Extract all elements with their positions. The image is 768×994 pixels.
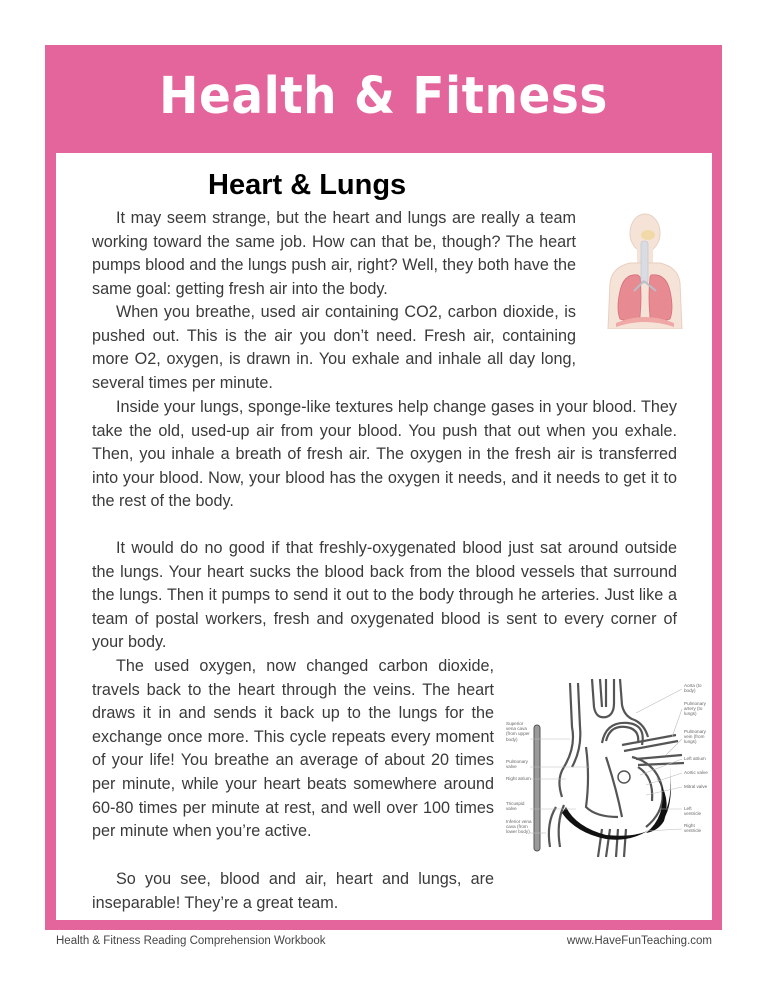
label-aortic-valve: Aortic valve (684, 770, 708, 775)
footer-workbook-title: Health & Fitness Reading Comprehension Workbook (56, 935, 326, 947)
heart-icon (506, 667, 710, 863)
paragraph-4: It would do no good if that freshly-oxygenated blood just sat around outside the lungs. Your heart sucks the blood back from the blood vessels that surround the lungs. Then it pumps to send it out to the body through he arteries. Just like a team of postal workers, fresh and oxygenated blood is sent to every corner of your body. (92, 539, 677, 652)
paragraph-3: Inside your lungs, sponge-like textures help change gases in your blood. They take the old, used-up air from your blood. You push that out when you exhale. Then, you inhale a breath of fresh air. The oxygen in the fresh air is transferred into your blood. Now, your blood has the oxygen it needs, and it needs to get it to the rest of the body. (92, 398, 677, 511)
lungs-icon (600, 211, 690, 329)
label-aorta: Aorta (to body) (684, 683, 702, 694)
label-right-atrium: Right atrium (506, 776, 531, 781)
label-pulmonary-vein: Pulmonary vein (from lungs) (684, 729, 706, 745)
label-left-atrium: Left atrium (684, 756, 706, 761)
article-title: Heart & Lungs (208, 169, 407, 201)
label-inferior-vena-cava: Inferior vena cava (from lower body) (506, 819, 532, 835)
label-right-ventricle: Right ventricle (684, 823, 702, 834)
label-left-ventricle: Left ventricle (684, 806, 702, 817)
lungs-illustration (600, 211, 690, 329)
heart-diagram (506, 667, 710, 863)
paragraph-6: So you see, blood and air, heart and lungs, are inseparable! They’re a great team. (92, 870, 494, 912)
paragraph-5: The used oxygen, now changed carbon dioxide, travels back to the heart through the veins. The heart draws it in and sends it back up to the lungs for the exchange once more. This cycle repeats every moment of your life! You breathe an average of about 20 times per minute, while your heart beats somewhere around 60-80 times per minute at rest, and well over 100 times per minute when you’re active. (92, 657, 494, 841)
worksheet-content (56, 153, 712, 920)
paragraph-1: It may seem strange, but the heart and lungs are really a team working toward the same job. How can that be, though? The heart pumps blood and the lungs push air, right? Well, they both have the same goal: getting fresh air into the body. (92, 209, 576, 298)
paragraph-2: When you breathe, used air containing CO2, carbon dioxide, is pushed out. This is the air you don’t need. Fresh air, containing more O2, oxygen, is drawn in. You exhale and inhale all day long, several times per minute. (92, 303, 576, 392)
page-frame (45, 45, 722, 930)
banner-title: Health & Fitness (159, 66, 608, 127)
label-tricuspid-valve: Tricuspid valve (506, 801, 525, 812)
footer-website: www.HaveFunTeaching.com (566, 935, 712, 947)
label-superior-vena-cava: Superior vena cava (from upper body) (506, 721, 530, 742)
label-pulmonary-valve: Pulmonary valve (506, 759, 528, 770)
label-mitral-valve: Mitral valve (684, 784, 708, 789)
label-pulmonary-artery: Pulmonary artery (to lungs) (684, 701, 706, 717)
